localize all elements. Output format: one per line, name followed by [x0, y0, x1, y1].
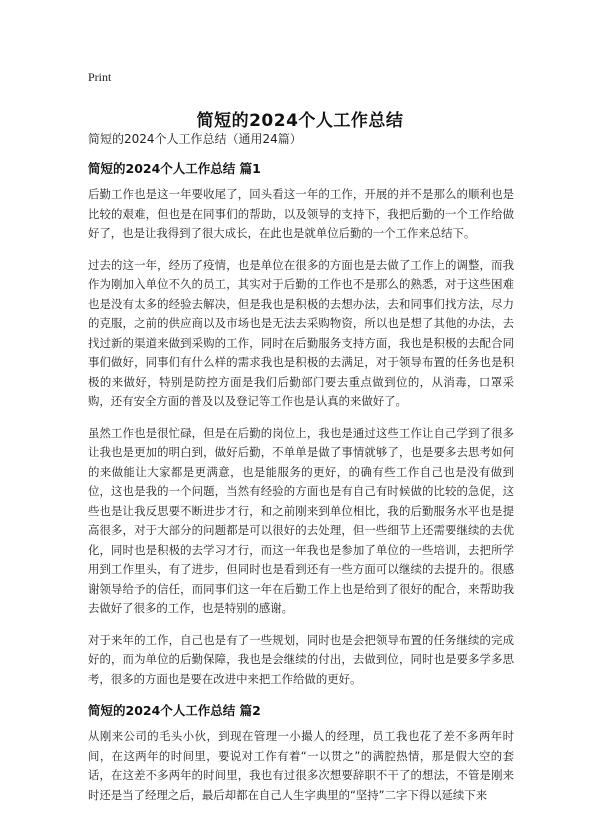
paragraph: 虽然工作也是很忙碌，但是在后勤的岗位上，我也是通过这些工作让自己学到了很多让我也是更加的明白到，做好后勤，不单单是做了事情就够了，也是要多去思考如何的来做能让大家都是更满意，也是能服务的更好，的确有些工作自己也是没有做到位，这也是我的一个问题，当然有经验的方面也是有自己有时候做的比较的急促，这些也是让我反思要不断进步才行，和之前刚来到单位相比，我的后勤服务水平也是提高很多，对于大部分的问题都是可以很好的去处理，但一些细节上还需要继续的去优化，同时也是积极的去学习才行，而这一年我也是参加了单位的一些培训，去把所学用到工作里头，有了进步，但同时也是看到还有一些方面可以继续的去提升的。很感谢领导给予的信任，而同事们这一年在后勤工作上也是给到了很好的配合，来帮助我去做好了很多的工作，也是特别的感谢。: [88, 425, 514, 615]
section-heading: 简短的2024个人工作总结 篇2: [88, 703, 261, 718]
paragraph: 后勤工作也是这一年要收尾了，回头看这一年的工作，开展的并不是那么的顺利也是比较的艰难，但也是在同事们的帮助，以及领导的支持下，我把后勤的一个工作给做好了，也是让我得到了很大成长，在此也是就单位后勤的一个工作来总结下。: [88, 187, 514, 240]
paragraph: 从刚来公司的毛头小伙，到现在管理一小撮人的经理，员工我也花了差不多两年时间，在这两年的时间里，要说对工作有着“一以贯之”的满腔热情，那是假大空的套话，在这差不多两年的时间里，我也有过很多次想要辞职不干了的想法，不管是刚来时还是当了经理之后，最后却都在自己人生字典里的“坚持”二字下得以延续下来: [88, 729, 514, 802]
document-body: [88, 159, 514, 817]
section-1: [88, 159, 514, 689]
print-link[interactable]: Print: [88, 70, 112, 84]
paragraph: 对于来年的工作，自己也是有了一些规划，同时也是会把领导布置的任务继续的完成好的，而为单位的后勤保障，我也是会继续的付出，去做到位，同时也是要多学多思考，很多的方面也是要在改进中来把工作给做的更好。: [88, 632, 514, 686]
document-subtitle: 简短的2024个人工作总结（通用24篇）: [88, 132, 302, 146]
page-title: 简短的2024个人工作总结: [196, 111, 404, 132]
section-2: [88, 701, 514, 805]
paragraph: 过去的这一年，经历了疫情，也是单位在很多的方面也是去做了工作上的调整，而我作为刚加入单位不久的员工，其实对于后勤的工作也不是那么的熟悉，对于这些困难也是没有太多的经验去解决，但是我也是积极的去想办法，去和同事们找方法，尽力的克服，之前的供应商以及市场也是无法去采购物资，所以也是想了其他的办法，去找过新的渠道来做到采购的工作，同时在后勤服务支持方面，我也是积极的去配合同事们做好，同事们有什么样的需求我也是积极的去满足，对于领导布置的任务也是积极的来做好，特别是防控方面是我们后勤部门要去重点做到位的，从消毒，口罩采购，还有安全方面的普及以及登记等工作也是认真的来做好了。: [88, 257, 514, 408]
section-heading: 简短的2024个人工作总结 篇1: [88, 161, 261, 176]
